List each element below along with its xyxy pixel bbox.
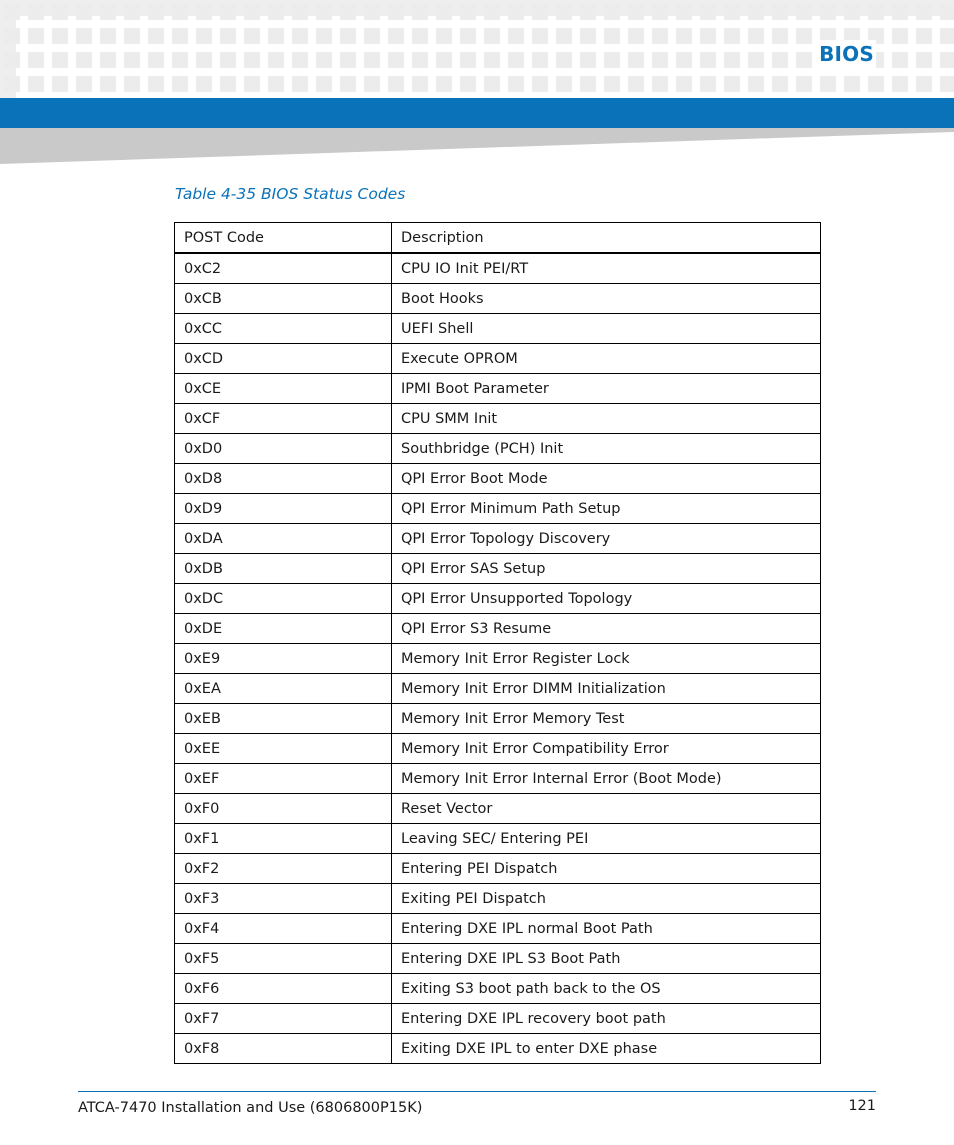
description-cell: Memory Init Error Register Lock	[392, 644, 821, 674]
description-cell: Execute OPROM	[392, 344, 821, 374]
header-tile	[580, 76, 596, 92]
header-tile	[220, 76, 236, 92]
header-tile	[460, 4, 476, 20]
header-tile	[772, 76, 788, 92]
section-title: BIOS	[819, 42, 874, 66]
post-code-cell: 0xEB	[175, 704, 392, 734]
header-tile	[316, 52, 332, 68]
header-tile	[892, 28, 908, 44]
description-cell: QPI Error Topology Discovery	[392, 524, 821, 554]
header-tile	[196, 52, 212, 68]
description-cell: QPI Error S3 Resume	[392, 614, 821, 644]
post-code-cell: 0xF1	[175, 824, 392, 854]
header-tile	[148, 4, 164, 20]
header-tile	[796, 52, 812, 68]
header-tile	[220, 4, 236, 20]
table-row	[175, 854, 821, 884]
header-tile	[652, 52, 668, 68]
header-tile	[748, 4, 764, 20]
description-cell: Exiting S3 boot path back to the OS	[392, 974, 821, 1004]
post-code-cell: 0xF7	[175, 1004, 392, 1034]
table-row	[175, 764, 821, 794]
header-tile	[268, 52, 284, 68]
header-tile	[220, 28, 236, 44]
header-tile	[892, 76, 908, 92]
post-code-cell: 0xDA	[175, 524, 392, 554]
header-tile	[724, 52, 740, 68]
post-code-cell: 0xF4	[175, 914, 392, 944]
description-cell: IPMI Boot Parameter	[392, 374, 821, 404]
header-tile	[76, 28, 92, 44]
header-tile	[724, 28, 740, 44]
header-tile	[460, 28, 476, 44]
header-tile	[100, 76, 116, 92]
header-tile	[412, 76, 428, 92]
description-cell: Exiting PEI Dispatch	[392, 884, 821, 914]
header-tile	[628, 76, 644, 92]
header-tile	[484, 52, 500, 68]
header-tile	[172, 4, 188, 20]
header-tile	[436, 28, 452, 44]
header-tile	[292, 76, 308, 92]
header-tile	[316, 76, 332, 92]
header-tile	[700, 52, 716, 68]
table-row	[175, 944, 821, 974]
table-row	[175, 314, 821, 344]
table-row	[175, 884, 821, 914]
header-tile	[676, 28, 692, 44]
header-tile	[148, 76, 164, 92]
header-tile	[100, 52, 116, 68]
header-tile	[724, 76, 740, 92]
header-tile	[700, 28, 716, 44]
post-code-cell: 0xDB	[175, 554, 392, 584]
header-tile	[196, 28, 212, 44]
header-tile	[820, 4, 836, 20]
header-tile	[388, 4, 404, 20]
post-code-cell: 0xF2	[175, 854, 392, 884]
header-tile	[868, 4, 884, 20]
header-tile	[748, 52, 764, 68]
description-cell: QPI Error Minimum Path Setup	[392, 494, 821, 524]
header-tile	[292, 28, 308, 44]
header-tile	[916, 52, 932, 68]
header-tile	[940, 52, 954, 68]
header-tile	[508, 4, 524, 20]
table-row	[175, 494, 821, 524]
description-cell: Memory Init Error Internal Error (Boot Mode)	[392, 764, 821, 794]
header-tile	[340, 76, 356, 92]
header-tile	[244, 28, 260, 44]
description-cell: Southbridge (PCH) Init	[392, 434, 821, 464]
header-tile	[748, 28, 764, 44]
post-code-cell: 0xF6	[175, 974, 392, 1004]
post-code-cell: 0xF0	[175, 794, 392, 824]
table-row	[175, 1004, 821, 1034]
header-tile	[28, 52, 44, 68]
description-cell: CPU SMM Init	[392, 404, 821, 434]
header-tile	[436, 4, 452, 20]
header-tile	[916, 28, 932, 44]
table-row	[175, 464, 821, 494]
header-tile	[532, 28, 548, 44]
header-tile	[316, 28, 332, 44]
post-code-cell: 0xC2	[175, 253, 392, 284]
header-tile	[652, 4, 668, 20]
post-code-cell: 0xF8	[175, 1034, 392, 1064]
header-tile	[484, 76, 500, 92]
header-tile	[172, 28, 188, 44]
header-tile	[172, 76, 188, 92]
header-tile	[556, 4, 572, 20]
header-tile	[844, 76, 860, 92]
header-tile	[388, 28, 404, 44]
description-cell: Memory Init Error Compatibility Error	[392, 734, 821, 764]
description-cell: QPI Error SAS Setup	[392, 554, 821, 584]
table-row	[175, 734, 821, 764]
description-cell: Entering DXE IPL S3 Boot Path	[392, 944, 821, 974]
header-tile	[580, 52, 596, 68]
header-tile	[604, 4, 620, 20]
header-tile	[52, 4, 68, 20]
header-tile	[364, 76, 380, 92]
table-row	[175, 914, 821, 944]
description-cell: Exiting DXE IPL to enter DXE phase	[392, 1034, 821, 1064]
header-tile	[580, 28, 596, 44]
description-cell: Entering DXE IPL recovery boot path	[392, 1004, 821, 1034]
header-tile	[124, 4, 140, 20]
header-tile	[628, 4, 644, 20]
header-tile	[796, 28, 812, 44]
header-tile	[148, 28, 164, 44]
footer-rule	[78, 1091, 876, 1092]
header-tile	[772, 52, 788, 68]
post-code-cell: 0xCC	[175, 314, 392, 344]
header-tile	[676, 52, 692, 68]
header-tile	[724, 4, 740, 20]
header-tile	[892, 52, 908, 68]
description-cell: Boot Hooks	[392, 284, 821, 314]
description-cell: QPI Error Boot Mode	[392, 464, 821, 494]
header-tile	[364, 52, 380, 68]
header-tile	[436, 52, 452, 68]
table-row	[175, 794, 821, 824]
header-tile	[916, 76, 932, 92]
post-code-cell: 0xEA	[175, 674, 392, 704]
header-tile	[268, 28, 284, 44]
header-tile	[52, 52, 68, 68]
header-tile	[676, 4, 692, 20]
header-tile	[316, 4, 332, 20]
header-tile	[388, 76, 404, 92]
header-tile	[4, 4, 20, 20]
table-row	[175, 253, 821, 284]
footer-doc-title: ATCA-7470 Installation and Use (6806800P15K)	[78, 1100, 423, 1116]
table-row	[175, 374, 821, 404]
header-tile	[4, 76, 20, 92]
header-tile	[868, 76, 884, 92]
header-tile	[772, 4, 788, 20]
header-tile	[76, 4, 92, 20]
table-row	[175, 344, 821, 374]
header-tile	[460, 76, 476, 92]
header-tile	[532, 52, 548, 68]
post-code-cell: 0xEF	[175, 764, 392, 794]
header-tile	[460, 52, 476, 68]
header-tile	[196, 4, 212, 20]
header-tile	[700, 4, 716, 20]
header-tile-grid	[4, 4, 954, 92]
bios-status-codes-table	[174, 222, 821, 1064]
post-code-cell: 0xF5	[175, 944, 392, 974]
header-tile	[52, 76, 68, 92]
header-tile	[940, 76, 954, 92]
header-tile	[412, 28, 428, 44]
post-code-cell: 0xF3	[175, 884, 392, 914]
header-tile	[340, 4, 356, 20]
header-tile	[124, 52, 140, 68]
table-row	[175, 584, 821, 614]
description-cell: CPU IO Init PEI/RT	[392, 253, 821, 284]
table-row	[175, 704, 821, 734]
header-tile	[772, 28, 788, 44]
header-tile	[412, 52, 428, 68]
header-tile	[244, 76, 260, 92]
header-tile	[676, 76, 692, 92]
header-tile	[796, 4, 812, 20]
header-tile	[4, 28, 20, 44]
header-tile	[556, 52, 572, 68]
header-tile	[244, 4, 260, 20]
header-tile	[556, 28, 572, 44]
header-tile	[292, 4, 308, 20]
table-row	[175, 674, 821, 704]
header-tile	[412, 4, 428, 20]
header-tile	[844, 4, 860, 20]
description-cell: Entering PEI Dispatch	[392, 854, 821, 884]
description-cell: Leaving SEC/ Entering PEI	[392, 824, 821, 854]
description-cell: Memory Init Error Memory Test	[392, 704, 821, 734]
header-tile	[820, 76, 836, 92]
table-caption: Table 4-35 BIOS Status Codes	[175, 185, 406, 203]
header-tile	[436, 76, 452, 92]
header-tile	[532, 76, 548, 92]
header-tile	[76, 52, 92, 68]
header-blue-band	[0, 98, 954, 128]
table-row	[175, 974, 821, 1004]
post-code-cell: 0xDE	[175, 614, 392, 644]
header-tile	[628, 52, 644, 68]
header-tile	[700, 76, 716, 92]
header-tile-pattern	[0, 0, 954, 98]
description-cell: QPI Error Unsupported Topology	[392, 584, 821, 614]
table-row	[175, 644, 821, 674]
table-row	[175, 554, 821, 584]
section-title-box	[817, 40, 876, 68]
header-tile	[508, 76, 524, 92]
description-cell: Entering DXE IPL normal Boot Path	[392, 914, 821, 944]
header-tile	[508, 28, 524, 44]
header-tile	[100, 4, 116, 20]
header-tile	[268, 76, 284, 92]
table-row	[175, 284, 821, 314]
post-code-cell: 0xD8	[175, 464, 392, 494]
header-tile	[556, 76, 572, 92]
header-tile	[652, 28, 668, 44]
header-tile	[604, 76, 620, 92]
header-tile	[4, 52, 20, 68]
header-tile	[892, 4, 908, 20]
header-tile	[340, 52, 356, 68]
post-code-cell: 0xD0	[175, 434, 392, 464]
header-tile	[100, 28, 116, 44]
description-cell: UEFI Shell	[392, 314, 821, 344]
header-tile	[28, 76, 44, 92]
table-row	[175, 404, 821, 434]
header-tile	[52, 28, 68, 44]
header-tile	[28, 4, 44, 20]
post-code-cell: 0xCE	[175, 374, 392, 404]
post-code-cell: 0xCF	[175, 404, 392, 434]
header-tile	[604, 52, 620, 68]
header-tile	[628, 28, 644, 44]
table-row	[175, 524, 821, 554]
post-code-cell: 0xCB	[175, 284, 392, 314]
header-tile	[124, 76, 140, 92]
header-tile	[148, 52, 164, 68]
description-cell: Reset Vector	[392, 794, 821, 824]
header-tile	[244, 52, 260, 68]
header-tile	[484, 28, 500, 44]
header-tile	[916, 4, 932, 20]
table-row	[175, 434, 821, 464]
header-tile	[76, 76, 92, 92]
header-tile	[796, 76, 812, 92]
column-header-post-code: POST Code	[175, 223, 392, 254]
header-tile	[940, 28, 954, 44]
header-tile	[364, 28, 380, 44]
header-tile	[28, 28, 44, 44]
table-header-row	[175, 223, 821, 254]
table-row	[175, 614, 821, 644]
header-tile	[940, 4, 954, 20]
header-tile	[292, 52, 308, 68]
header-tile	[388, 52, 404, 68]
post-code-cell: 0xE9	[175, 644, 392, 674]
header-tile	[748, 76, 764, 92]
table-row	[175, 1034, 821, 1064]
header-tile	[220, 52, 236, 68]
header-tile	[604, 28, 620, 44]
footer-page-number: 121	[848, 1098, 876, 1114]
header-gray-wedge	[0, 128, 954, 164]
header-tile	[172, 52, 188, 68]
description-cell: Memory Init Error DIMM Initialization	[392, 674, 821, 704]
post-code-cell: 0xEE	[175, 734, 392, 764]
header-tile	[508, 52, 524, 68]
column-header-description: Description	[392, 223, 821, 254]
post-code-cell: 0xD9	[175, 494, 392, 524]
header-tile	[484, 4, 500, 20]
header-tile	[364, 4, 380, 20]
header-tile	[652, 76, 668, 92]
header-tile	[124, 28, 140, 44]
header-tile	[532, 4, 548, 20]
post-code-cell: 0xCD	[175, 344, 392, 374]
post-code-cell: 0xDC	[175, 584, 392, 614]
header-tile	[580, 4, 596, 20]
table-row	[175, 824, 821, 854]
table-body	[175, 253, 821, 1064]
header-tile	[196, 76, 212, 92]
header-tile	[268, 4, 284, 20]
header-tile	[340, 28, 356, 44]
